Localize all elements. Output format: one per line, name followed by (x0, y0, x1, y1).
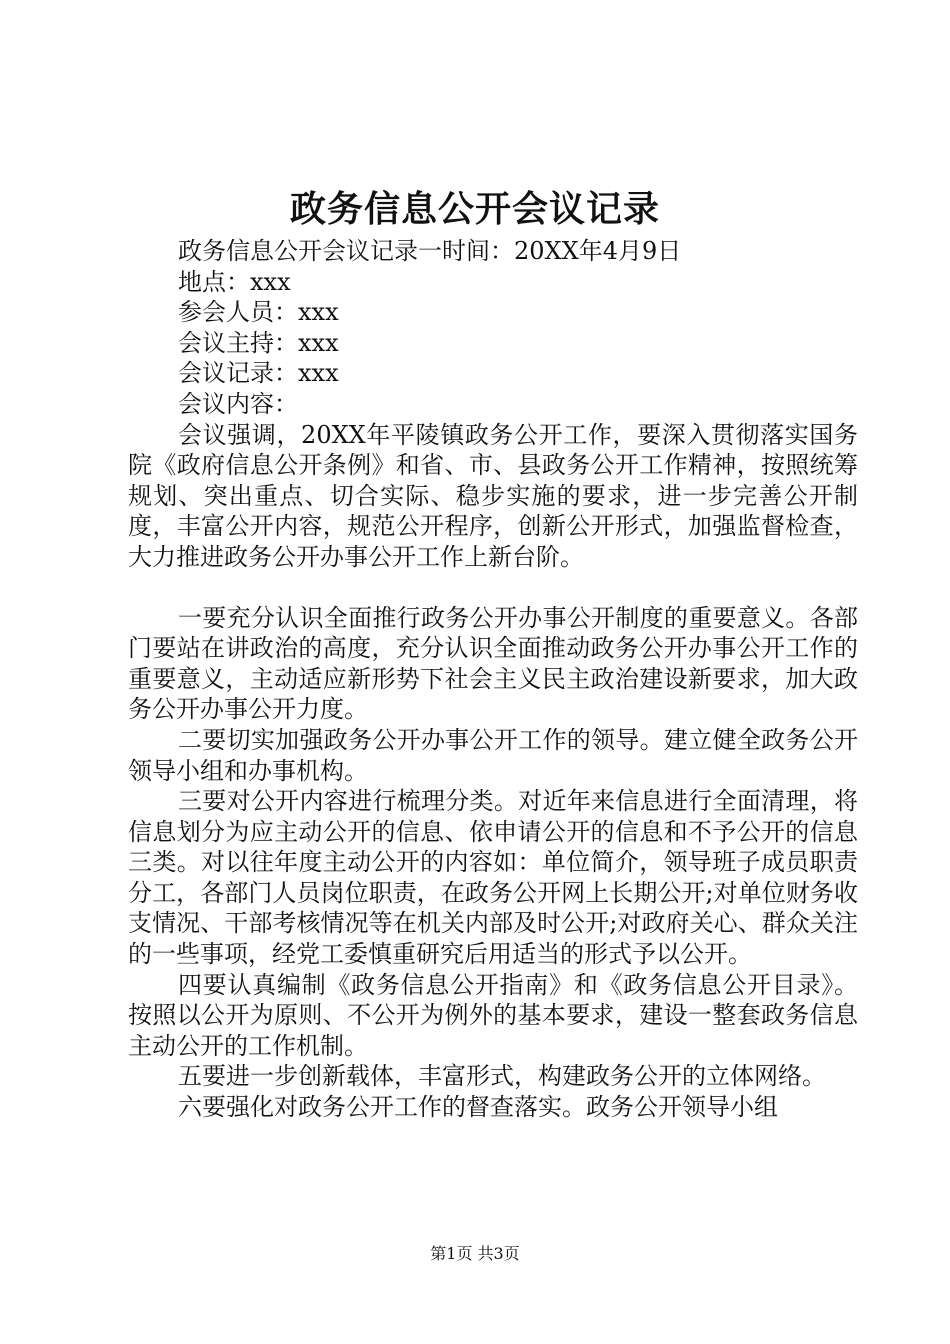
document-body (128, 236, 858, 1123)
paragraph-item-5: 五要进一步创新载体，丰富形式，构建政务公开的立体网络。 (178, 1062, 826, 1091)
meta-line-recorder: 会议记录：xxx (178, 359, 339, 388)
paragraph-emphasis: 会议强调，20XX年平陵镇政务公开工作，要深入贯彻落实国务院《政府信息公开条例》和省、市、县政务公开工作精神，按照统筹规划、突出重点、切合实际、稳步实施的要求，进一步完善公开制度，丰富公开内容，规范公开程序，创新公开形式，加强监督检查，大力推进政务公开办事公开工作上新台阶。 (128, 420, 858, 571)
document-title: 政务信息公开会议记录 (289, 188, 660, 230)
meta-line-content: 会议内容： (178, 389, 298, 418)
meta-line-time: 政务信息公开会议记录一时间：20XX年4月9日 (178, 237, 682, 265)
paragraph-item-3: 三要对公开内容进行梳理分类。对近年来信息进行全面清理，将信息划分为应主动公开的信息、依申请公开的信息和不予公开的信息三类。对以往年度主动公开的内容如：单位简介，领导班子成员职责分工，各部门人员岗位职责，在政务公开网上长期公开;对单位财务收支情况、干部考核情况等在机关内部及时公开;对政府关心、群众关注的一些事项，经党工委慎重研究后用适当的形式予以公开。 (128, 787, 858, 969)
page-footer: 第1页 共3页 (430, 1244, 520, 1263)
meta-line-attendees: 参会人员：xxx (178, 298, 339, 327)
paragraph-item-2: 二要切实加强政务公开办事公开工作的领导。建立健全政务公开领导小组和办事机构。 (128, 725, 858, 785)
paragraph-item-1: 一要充分认识全面推行政务公开办事公开制度的重要意义。各部门要站在讲政治的高度，充分认识全面推动政务公开办事公开工作的重要意义，主动适应新形势下社会主义民主政治建设新要求，加大政务公开办事公开力度。 (128, 603, 858, 724)
paragraph-gap (128, 573, 858, 603)
paragraph-item-6: 六要强化对政务公开工作的督查落实。政务公开领导小组 (178, 1093, 778, 1122)
meta-line-host: 会议主持：xxx (178, 328, 339, 357)
meta-line-location: 地点：xxx (178, 267, 291, 296)
paragraph-item-4: 四要认真编制《政务信息公开指南》和《政务信息公开目录》。按照以公开为原则、不公开为例外的基本要求，建设一整套政务信息主动公开的工作机制。 (128, 970, 858, 1060)
